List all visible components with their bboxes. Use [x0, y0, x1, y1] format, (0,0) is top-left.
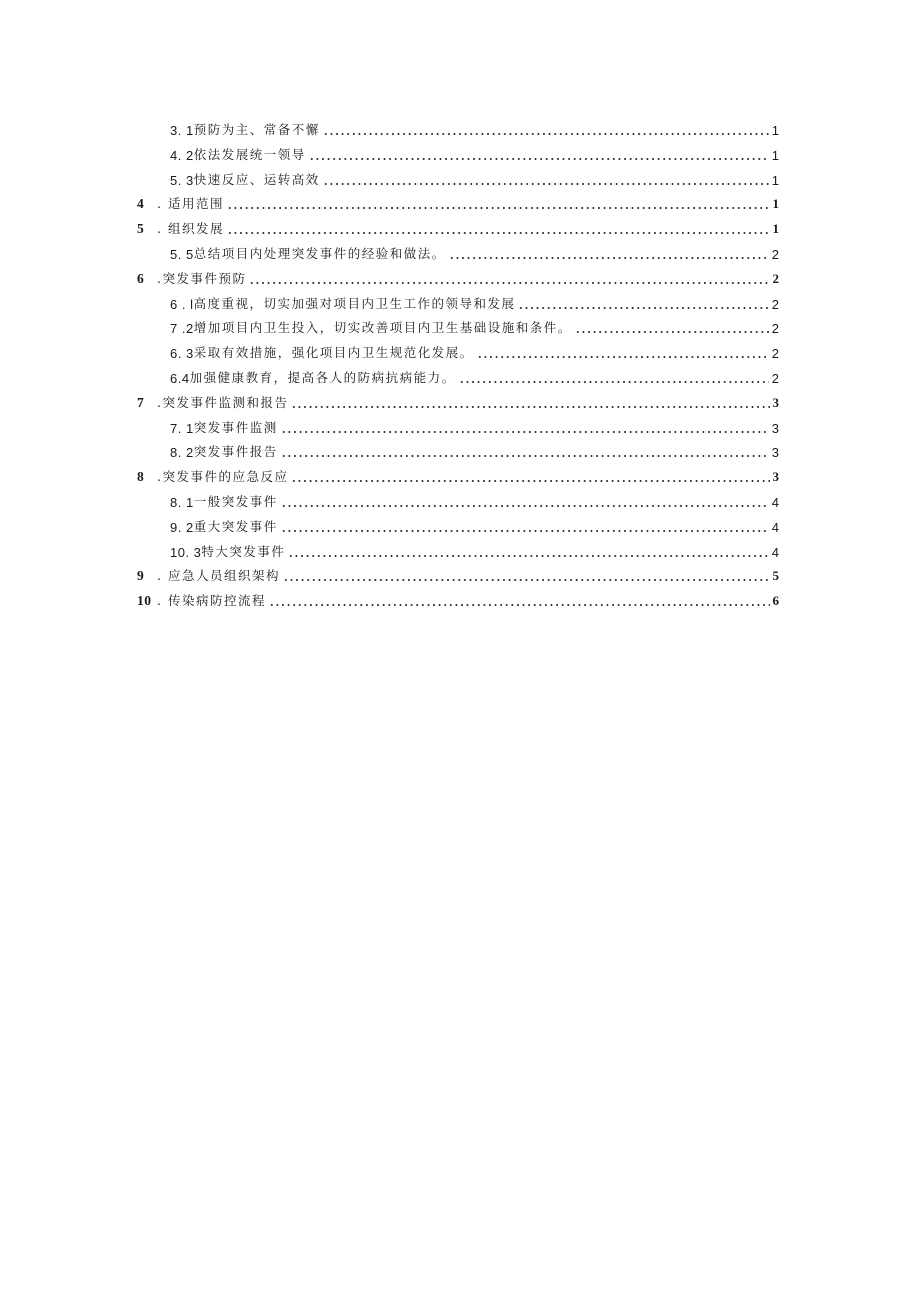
toc-entry-title: . 适用范围: [157, 196, 224, 212]
toc-entry-number: 5. 3: [170, 172, 194, 188]
dot-leader: [281, 505, 769, 507]
toc-entry-page: 4: [771, 519, 779, 535]
dot-leader: [291, 480, 769, 482]
toc-entry[interactable]: [137, 461, 779, 485]
toc-entry-number: 5. 5: [170, 247, 194, 262]
toc-entry-number: 6: [137, 270, 145, 286]
toc-entry[interactable]: [170, 362, 779, 386]
toc-entry-number: 8. 1: [170, 495, 194, 510]
toc-entry-number: 6.4: [170, 371, 190, 386]
toc-entry-page: 2: [771, 321, 779, 337]
toc-entry[interactable]: [170, 164, 779, 188]
toc-entry-title: 一般突发事件: [193, 494, 278, 509]
toc-entry-number: 6 . l: [170, 296, 194, 312]
toc-entry-page: 2: [771, 371, 779, 386]
dot-leader: [227, 207, 770, 209]
toc-entry-number: 7: [137, 394, 145, 410]
toc-entry-title: 增加项目内卫生投入，切实改善项目内卫生基础设施和条件。: [193, 320, 572, 336]
toc-entry[interactable]: [170, 114, 779, 138]
toc-entry-number: 8: [137, 469, 145, 485]
toc-entry-page: 4: [771, 495, 779, 510]
toc-entry[interactable]: [170, 139, 779, 163]
dot-leader: [283, 579, 770, 581]
toc-entry-page: 3: [772, 469, 779, 485]
toc-entry-number: 9: [137, 568, 145, 584]
toc-entry[interactable]: [170, 486, 779, 510]
toc-entry-title: 突发事件报告: [193, 444, 278, 460]
toc-entry-title: 重大突发事件: [193, 518, 278, 534]
toc-entry-page: 1: [771, 147, 779, 163]
toc-entry[interactable]: [170, 312, 779, 336]
toc-entry-title: 高度重视，切实加强对项目内卫生工作的领导和发展: [193, 295, 516, 311]
toc-entry-page: 6: [772, 593, 779, 609]
dot-leader: [288, 555, 768, 557]
toc-entry-number: 6. 3: [170, 346, 194, 362]
toc-entry[interactable]: [170, 288, 779, 312]
toc-entry-page: 1: [772, 221, 779, 237]
toc-entry-page: 5: [772, 568, 779, 584]
toc-entry[interactable]: [170, 238, 779, 262]
toc-entry-page: 1: [771, 123, 779, 138]
toc-entry-number: 4: [137, 196, 145, 212]
toc-entry-number: 5: [137, 221, 145, 237]
toc-entry-title: .突发事件预防: [157, 270, 247, 286]
toc-entry[interactable]: [170, 436, 779, 460]
toc-entry-page: 2: [771, 346, 779, 362]
toc-entry[interactable]: [170, 536, 779, 560]
toc-entry-number: 7 .2: [170, 321, 194, 337]
toc-entry-number: 9. 2: [170, 519, 194, 535]
toc-entry-title: . 传染病防控流程: [157, 593, 266, 609]
toc-entry-page: 2: [772, 270, 779, 286]
toc-entry-title: .突发事件监测和报告: [157, 394, 289, 410]
toc-entry-page: 4: [771, 544, 779, 560]
dot-leader: [477, 356, 769, 358]
toc-entry-title: . 应急人员组织架构: [157, 568, 280, 584]
toc-entry-number: 10: [137, 593, 152, 609]
toc-entry-title: 依法发展统一领导: [193, 146, 306, 162]
dot-leader: [269, 604, 770, 606]
toc-entry[interactable]: [137, 585, 779, 609]
toc-entry-number: 4. 2: [170, 147, 194, 163]
dot-leader: [518, 307, 768, 309]
toc-entry[interactable]: [137, 188, 779, 212]
toc-entry[interactable]: [170, 412, 779, 436]
toc-entry-number: 10. 3: [170, 544, 202, 560]
toc-entry[interactable]: [137, 263, 779, 287]
dot-leader: [281, 431, 769, 433]
dot-leader: [323, 183, 769, 185]
toc-entry-page: 2: [771, 247, 779, 262]
dot-leader: [459, 381, 769, 383]
toc-entry-title: 加强健康教育，提高各人的防病抗病能力。: [189, 370, 456, 385]
toc-entry-page: 3: [771, 420, 779, 436]
toc-entry-number: 8. 2: [170, 445, 194, 461]
toc-entry-title: 预防为主、常备不懈: [193, 122, 320, 137]
dot-leader: [227, 232, 770, 234]
toc-entry-page: 1: [771, 172, 779, 188]
toc-entry[interactable]: [137, 213, 779, 237]
toc-entry-page: 2: [771, 296, 779, 312]
dot-leader: [281, 455, 769, 457]
dot-leader: [575, 331, 769, 333]
toc-entry[interactable]: [137, 560, 779, 584]
toc-entry-page: 3: [772, 394, 779, 410]
toc-entry[interactable]: [170, 511, 779, 535]
dot-leader: [249, 282, 769, 284]
dot-leader: [291, 406, 769, 408]
toc-entry[interactable]: [170, 337, 779, 361]
toc-entry-title: 突发事件监测: [193, 419, 278, 435]
toc-entry-title: . 组织发展: [157, 221, 224, 237]
toc-entry-number: 3. 1: [170, 123, 194, 138]
dot-leader: [323, 133, 769, 135]
toc-entry-number: 7. 1: [170, 420, 194, 436]
dot-leader: [449, 257, 769, 259]
toc-entry-title: 特大突发事件: [201, 543, 286, 559]
toc-entry-title: 采取有效措施，强化项目内卫生规范化发展。: [193, 345, 474, 361]
toc-entry-title: .突发事件的应急反应: [157, 469, 289, 485]
toc-entry-title: 总结项目内处理突发事件的经验和做法。: [193, 246, 446, 261]
toc-entry-page: 3: [771, 445, 779, 461]
toc-entry-title: 快速反应、运转高效: [193, 171, 320, 187]
toc-entry[interactable]: [137, 387, 779, 411]
dot-leader: [281, 530, 769, 532]
toc-entry-page: 1: [772, 196, 779, 212]
dot-leader: [309, 158, 769, 160]
